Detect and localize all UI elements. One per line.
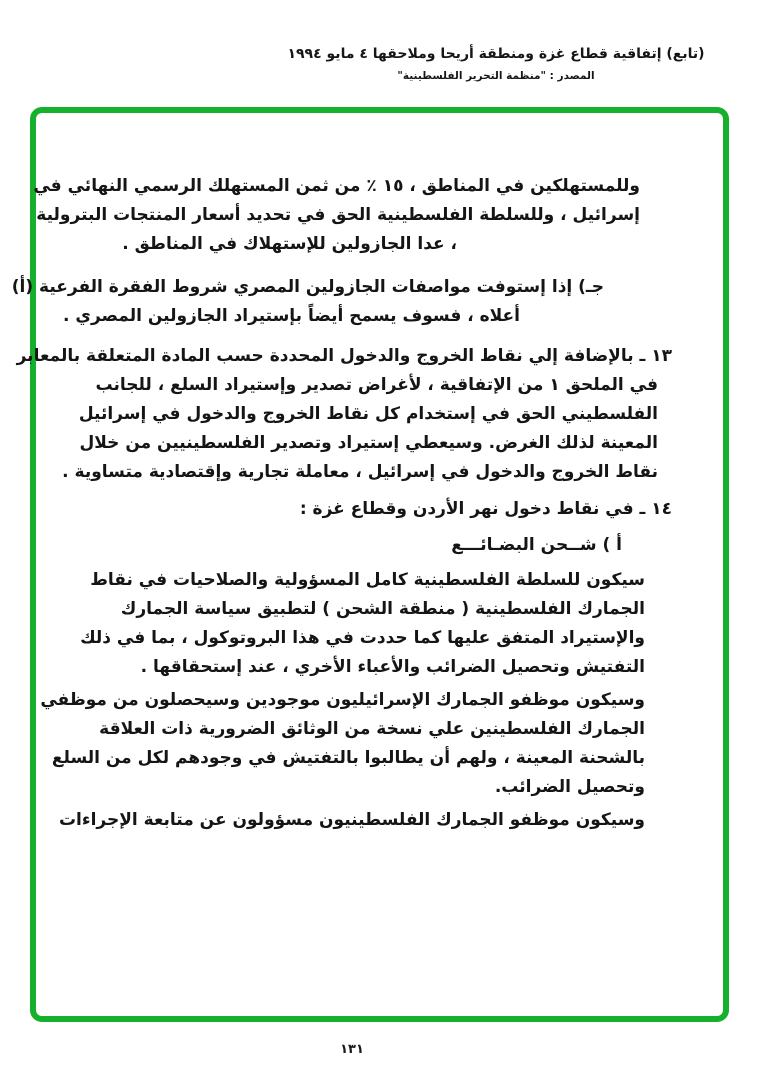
text-line: وسيكون موظفو الجمارك الفلسطينيون مسؤولون عن متابعة الإجراءات <box>58 810 645 830</box>
text-line: وسيكون موظفو الجمارك الإسرائيليون موجودين وسيحصلون من موظفي <box>40 690 645 710</box>
document-source: المصدر : "منظمة التحرير الفلسطينية" <box>397 70 595 82</box>
text-line: أعلاه ، فسوف يسمح أيضاً بإستيراد الجازولين المصري . <box>63 306 520 326</box>
paragraph-goods-shipping-heading <box>90 531 672 560</box>
page-header <box>250 46 742 82</box>
document-body <box>11 172 672 835</box>
text-line: إسرائيل ، وللسلطة الفلسطينية الحق في تحديد أسعار المنتجات البترولية <box>36 205 640 225</box>
paragraph-petroleum-consumers <box>33 172 672 259</box>
text-line: جـ) إذا إستوفت مواصفات الجازولين المصري شروط الفقرة الفرعية (أ) <box>11 277 604 297</box>
paragraph-item-13 <box>16 342 672 487</box>
text-line: الجمارك الفلسطينين علي نسخة من الوثائق الضرورية ذات العلاقة <box>99 719 645 739</box>
document-title: (تابع) إتفاقية قطاع غزة ومنطقة أريحا وملاحقها ٤ مايو ١٩٩٤ <box>287 46 705 62</box>
text-line: نقاط الخروج والدخول في إسرائيل ، معاملة تجارية وإقتصادية متساوية . <box>62 462 658 482</box>
text-line: التفتيش وتحصيل الضرائب والأعباء الأخري ، عند إستحقاقها . <box>140 657 645 677</box>
paragraph-item-14 <box>90 495 672 524</box>
text-line: سيكون للسلطة الفلسطينية كامل المسؤولية والصلاحيات في نقاط <box>90 570 645 590</box>
paragraph-customs-authority <box>80 566 672 682</box>
text-line: ، عدا الجازولين للإستهلاك في المناطق . <box>122 234 457 254</box>
text-line: المعينة لذلك الغرض. وسيعطي إستيراد وتصدير الفلسطينيين من خلال <box>79 433 658 453</box>
text-line: وللمستهلكين في المناطق ، ١٥ ٪ من ثمن المستهلك الرسمي النهائي في <box>33 176 640 196</box>
text-line: الفلسطيني الحق في إستخدام كل نقاط الخروج والدخول في إسرائيل <box>78 404 658 424</box>
paragraph-israeli-customs-officers <box>40 686 672 802</box>
text-line: والإستيراد المتفق عليها كما حددت في هذا البروتوكول ، بما في ذلك <box>80 628 645 648</box>
text-line: ١٣ ـ بالإضافة إلي نقاط الخروج والدخول المحددة حسب المادة المتعلقة بالمعابر <box>16 346 672 366</box>
text-line: وتحصيل الضرائب. <box>494 777 645 797</box>
text-line: في الملحق ١ من الإتفاقية ، لأغراض تصدير وإستيراد السلع ، للجانب <box>95 375 658 395</box>
text-line: ١٤ ـ في نقاط دخول نهر الأردن وقطاع غزة : <box>299 499 672 519</box>
page-number: ١٣١ <box>340 1042 364 1057</box>
paragraph-sub-item-j <box>11 273 672 331</box>
text-line: بالشحنة المعينة ، ولهم أن يطالبوا بالتفتيش في وجودهم لكل من السلع <box>51 748 645 768</box>
text-line: الجمارك الفلسطينية ( منطقة الشحن ) لتطبيق سياسة الجمارك <box>120 599 645 619</box>
section-heading: أ ) شــحن البضـائـــع <box>451 535 622 555</box>
paragraph-palestinian-customs-officers <box>58 806 672 835</box>
